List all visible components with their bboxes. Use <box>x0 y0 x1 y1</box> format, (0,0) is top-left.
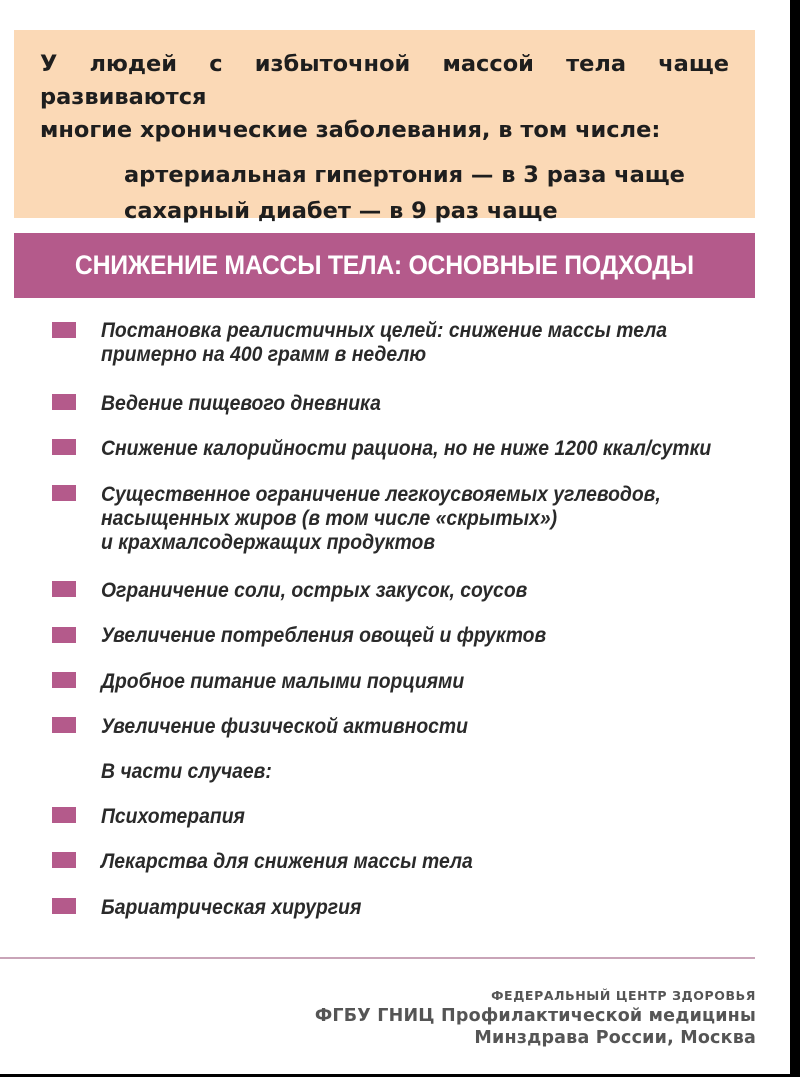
footer-divider <box>0 957 755 959</box>
bullet-icon <box>52 485 76 501</box>
stat-hypertension: артериальная гипертония — в 3 раза чаще <box>124 162 685 188</box>
list-item-line: Увеличение потребления овощей и фруктов <box>101 623 547 647</box>
list-item-line: и крахмалсодержащих продуктов <box>101 530 436 554</box>
list-item-line: Бариатрическая хирургия <box>101 895 362 919</box>
list-item-calories <box>101 436 711 460</box>
list-item-food-diary <box>101 391 381 415</box>
section-title: СНИЖЕНИЕ МАССЫ ТЕЛА: ОСНОВНЫЕ ПОДХОДЫ <box>75 250 694 280</box>
list-item-bariatric-surgery <box>101 895 361 919</box>
bullet-icon <box>52 394 76 410</box>
list-item-line: Увеличение физической активности <box>101 714 468 738</box>
list-subheading <box>101 759 272 783</box>
list-item-line: Дробное питание малыми порциями <box>101 669 465 693</box>
footer-ministry: Минздрава России, Москва <box>474 1028 756 1048</box>
list-item-line: насыщенных жиров (в том числе «скрытых») <box>101 506 558 530</box>
section-banner <box>14 233 755 298</box>
list-item-line: Снижение калорийности рациона, но не ниже 1200 ккал/сутки <box>101 436 712 460</box>
bullet-icon <box>52 672 76 688</box>
page-right-border <box>790 0 800 1077</box>
list-item-line: Ведение пищевого дневника <box>101 391 381 415</box>
list-item-medications <box>101 849 473 873</box>
list-item-line: Психотерапия <box>101 804 245 828</box>
intro-stats <box>40 157 729 229</box>
bullet-icon <box>52 581 76 597</box>
footer-institution: ФГБУ ГНИЦ Профилактической медицины <box>314 1006 756 1026</box>
bullet-icon <box>52 439 76 455</box>
bullet-icon <box>52 807 76 823</box>
list-item-salt <box>101 578 527 602</box>
list-item-line: Лекарства для снижения массы тела <box>101 849 473 873</box>
intro-box <box>14 30 755 224</box>
bullet-icon <box>52 898 76 914</box>
bullet-icon <box>52 852 76 868</box>
list-item-psychotherapy <box>101 804 245 828</box>
list-item-carbs-fats <box>101 482 661 554</box>
list-item-line: Существенное ограничение легкоусвояемых углеводов, <box>101 482 661 506</box>
intro-line-1: У людей с избыточной массой тела чаще развиваются <box>40 51 729 110</box>
bullet-icon <box>52 717 76 733</box>
list-item-line: Постановка реалистичных целей: снижение массы тела <box>101 318 668 342</box>
footer-org-name: ФЕДЕРАЛЬНЫЙ ЦЕНТР ЗДОРОВЬЯ <box>491 988 756 1003</box>
bullet-icon <box>52 322 76 338</box>
list-item-vegetables <box>101 623 546 647</box>
list-subheading-text: В части случаев: <box>101 759 272 783</box>
list-item-physical-activity <box>101 714 468 738</box>
intro-line-2: многие хронические заболевания, в том числе: <box>40 117 661 143</box>
list-item-goals <box>101 318 667 366</box>
list-item-line: примерно на 400 грамм в неделю <box>101 342 427 366</box>
list-item-line: Ограничение соли, острых закусок, соусов <box>101 578 528 602</box>
bullet-icon <box>52 627 76 643</box>
stat-diabetes: сахарный диабет — в 9 раз чаще <box>124 198 558 224</box>
footer <box>315 987 756 1049</box>
list-item-fractional-meals <box>101 669 464 693</box>
